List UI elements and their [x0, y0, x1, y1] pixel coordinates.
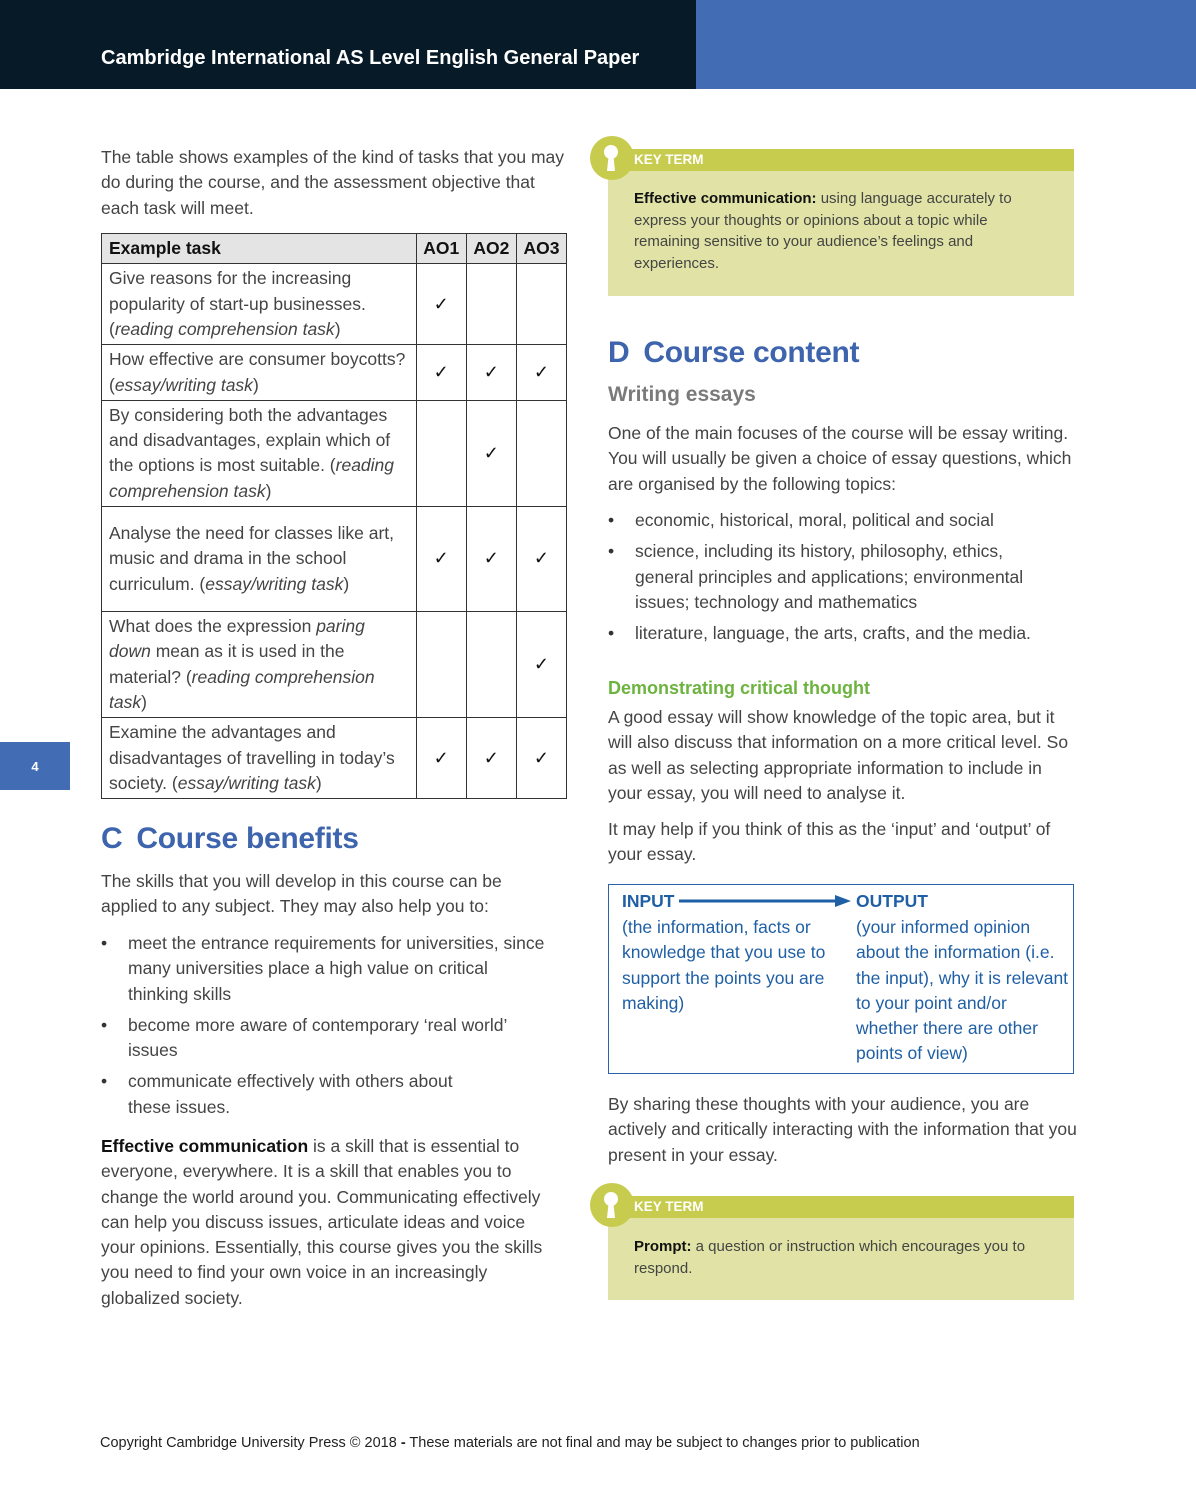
- task-text: ): [315, 772, 322, 793]
- task-text: Examine the advantages and disadvantages of travelling in today’s society. (: [109, 722, 395, 793]
- task-text: By considering both the advantages and disadvantages, explain which of the options is most suitable. (: [109, 404, 391, 476]
- list-item: • become more aware of contemporary ‘real world’ issues: [101, 1013, 551, 1064]
- ao2-cell: [466, 400, 516, 506]
- ao2-cell: [466, 612, 516, 718]
- section-c-heading: C Course benefits: [101, 822, 359, 855]
- keyhole-icon: [590, 1183, 634, 1227]
- page-number: 4: [0, 742, 70, 790]
- arrow-right-icon: [679, 893, 855, 909]
- ao3-cell: [516, 612, 566, 718]
- task-italic-text: essay/writing task: [205, 573, 344, 594]
- col-header-ao3: AO3: [516, 234, 566, 264]
- ao3-cell: [516, 718, 566, 799]
- ao2-cell: [466, 718, 516, 799]
- checkmark-icon: ✓: [483, 442, 499, 463]
- col-header-task: Example task: [102, 234, 417, 264]
- task-text: Give reasons for the increasing popularity of start-up businesses. (: [109, 268, 366, 339]
- task-italic-text: essay/writing task: [114, 374, 253, 395]
- ao3-cell: [516, 345, 566, 401]
- ao2-cell: [466, 507, 516, 612]
- task-text: mean as it is used in the material? (: [109, 641, 345, 687]
- ao1-cell: [416, 400, 466, 506]
- input-output-diagram: [608, 884, 1074, 1074]
- checkmark-icon: ✓: [433, 361, 449, 382]
- checkmark-icon: ✓: [483, 548, 499, 569]
- table-row: [102, 612, 567, 718]
- tasks-table: [101, 233, 567, 799]
- key-term-box: [608, 1196, 1074, 1300]
- ao3-cell: [516, 400, 566, 506]
- section-c-intro: The skills that you will develop in this course can be applied to any subject. They may also help you to:: [101, 871, 502, 917]
- key-term-label: KEY TERM: [608, 149, 1074, 171]
- ao1-cell: [416, 264, 466, 345]
- task-text: ): [141, 691, 147, 712]
- task-text: What does the expression: [109, 616, 317, 637]
- table-row: [102, 507, 567, 612]
- task-text: ): [343, 573, 350, 594]
- list-item: • science, including its history, philosophy, ethics, general principles and applications; environmental issues; technology and mathematics: [608, 539, 1053, 615]
- ao3-cell: [516, 264, 566, 345]
- checkmark-icon: ✓: [483, 747, 499, 768]
- ao1-cell: [416, 507, 466, 612]
- section-d-intro: One of the main focuses of the course will be essay writing. You will usually be given a choice of essay questions, which are organised by the following topics:: [608, 423, 1072, 494]
- task-cell: [102, 612, 417, 718]
- key-term-box: [608, 149, 1074, 296]
- ao1-cell: [416, 345, 466, 401]
- header-accent: [696, 0, 1196, 89]
- task-italic-text: reading comprehension task: [109, 455, 395, 501]
- checkmark-icon: ✓: [483, 361, 499, 382]
- section-d-heading: D Course content: [608, 336, 860, 369]
- task-cell: [102, 345, 417, 401]
- section-d-subtitle: Writing essays: [608, 383, 756, 406]
- ao3-cell: [516, 507, 566, 612]
- checkmark-icon: ✓: [433, 293, 449, 314]
- table-row: [102, 400, 567, 506]
- checkmark-icon: ✓: [533, 548, 549, 569]
- input-output-paragraph: It may help if you think of this as the ‘input’ and ‘output’ of your essay.: [608, 819, 1051, 865]
- checkmark-icon: ✓: [533, 654, 549, 675]
- list-item: • literature, language, the arts, crafts, and the media.: [608, 621, 1053, 646]
- task-italic-text: essay/writing task: [177, 772, 316, 793]
- task-text: Analyse the need for classes like art, music and drama in the school curriculum. (: [109, 523, 395, 594]
- checkmark-icon: ✓: [433, 747, 449, 768]
- key-term-definition: Effective communication: using language accurately to express your thoughts or opinions about a topic while remaining sensitive to your audience’s feelings and experiences.: [634, 190, 1012, 272]
- benefits-list: [101, 931, 551, 1126]
- table-row: [102, 264, 567, 345]
- sharing-paragraph: By sharing these thoughts with your audience, you are actively and critically interacting with the information that you present in your essay.: [608, 1094, 1077, 1165]
- ao2-cell: [466, 264, 516, 345]
- task-cell: [102, 400, 417, 506]
- input-description: (the information, facts or knowledge that you use to support the points you are making): [622, 917, 826, 1013]
- header-bar: [0, 0, 696, 89]
- ao1-cell: [416, 718, 466, 799]
- col-header-ao2: AO2: [466, 234, 516, 264]
- task-italic-text: reading comprehension task: [114, 318, 335, 339]
- col-header-ao1: AO1: [416, 234, 466, 264]
- output-description: (your informed opinion about the information (i.e. the input), why it is relevant to your point and/or whether there are other points of view): [856, 917, 1069, 1064]
- input-label: INPUT: [622, 891, 675, 911]
- book-title: Cambridge International AS Level English General Paper: [101, 47, 640, 69]
- checkmark-icon: ✓: [433, 548, 449, 569]
- key-term-definition: Prompt: a question or instruction which encourages you to respond.: [634, 1238, 1026, 1277]
- list-item: • communicate effectively with others about these issues.: [101, 1069, 551, 1120]
- list-item: • economic, historical, moral, political and social: [608, 508, 1053, 533]
- table-row: [102, 718, 567, 799]
- table-row: [102, 345, 567, 401]
- topics-list: [608, 508, 1053, 652]
- task-text: ): [334, 318, 341, 339]
- effective-communication-paragraph: Effective communication is a skill that is essential to everyone, everywhere. It is a skill that enables you to change the world around you. Communicating effectively can help you discuss issues, articulate ideas and voice your opinions. Essentially, this course gives you the skills you need to find your own voice in an increasingly globalized society.: [101, 1136, 543, 1308]
- keyhole-icon: [590, 136, 634, 180]
- ao1-cell: [416, 612, 466, 718]
- task-italic-text: paring down: [109, 616, 365, 662]
- task-italic-text: reading comprehension task: [109, 666, 375, 712]
- copyright-footer: Copyright Cambridge University Press © 2018 - These materials are not final and may be subject to changes prior to publication: [100, 1435, 920, 1451]
- checkmark-icon: ✓: [533, 747, 549, 768]
- task-text: ): [252, 374, 259, 395]
- list-item: • meet the entrance requirements for universities, since many universities place a high value on critical thinking skills: [101, 931, 551, 1007]
- critical-thought-heading: Demonstrating critical thought: [608, 678, 871, 698]
- checkmark-icon: ✓: [533, 361, 549, 382]
- task-cell: [102, 718, 417, 799]
- task-cell: [102, 264, 417, 345]
- intro-text: The table shows examples of the kind of tasks that you may do during the course, and the assessment objective that each task will meet.: [101, 147, 565, 218]
- task-text: How effective are consumer boycotts? (: [109, 349, 406, 395]
- task-text: ): [265, 480, 272, 501]
- output-label: OUTPUT: [856, 891, 928, 911]
- key-term-label: KEY TERM: [608, 1196, 1074, 1218]
- ao2-cell: [466, 345, 516, 401]
- task-cell: [102, 507, 417, 612]
- critical-thought-paragraph: A good essay will show knowledge of the topic area, but it will also discuss that information on a more critical level. So as well as selecting appropriate information to include in your essay, you will need to analyse it.: [608, 707, 1069, 803]
